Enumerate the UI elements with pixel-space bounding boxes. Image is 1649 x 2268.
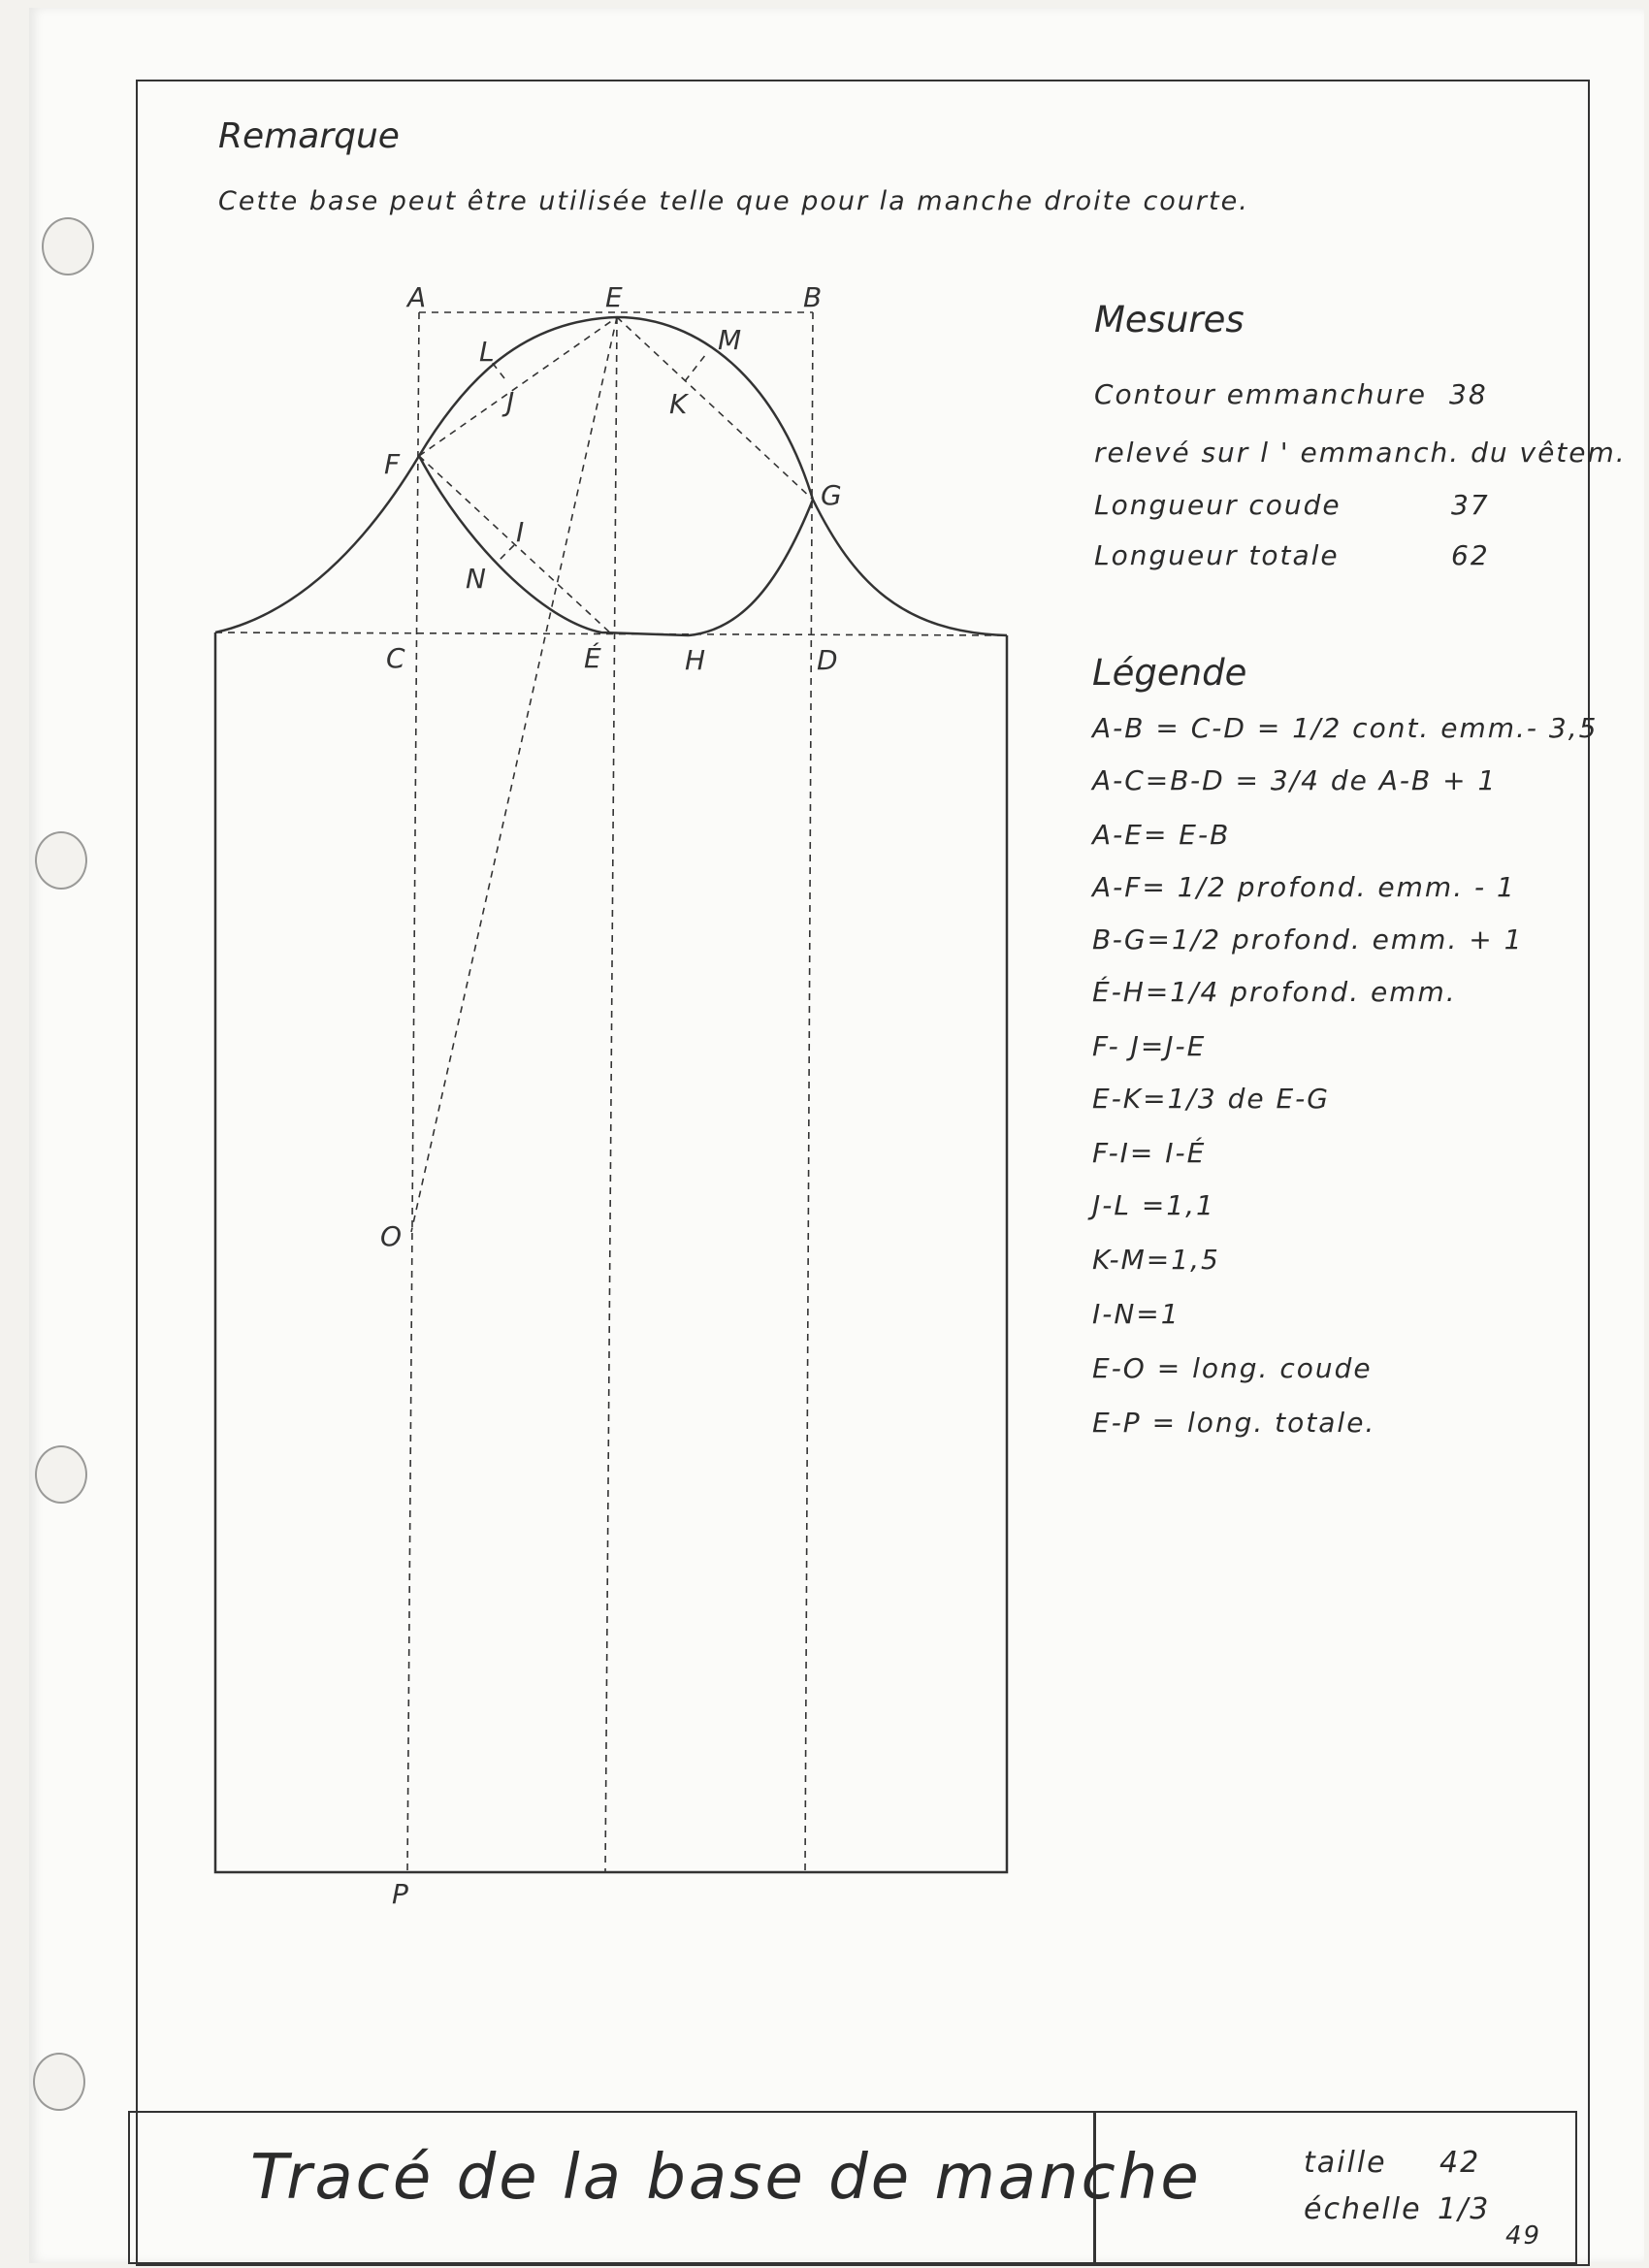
line-B-D [805, 312, 813, 1872]
point-D: D [817, 644, 838, 676]
legende-item: E-O = long. coude [1092, 1352, 1373, 1384]
point-G: G [821, 479, 842, 511]
legende-item: F-I= I-É [1092, 1137, 1207, 1169]
legende-item: B-G=1/2 profond. emm. + 1 [1092, 923, 1524, 956]
legende-item: I-N=1 [1092, 1298, 1180, 1330]
legende-item: A-C=B-D = 3/4 de A-B + 1 [1092, 764, 1498, 796]
echelle-label: échelle [1304, 2192, 1422, 2226]
point-H: H [685, 644, 706, 676]
legende-item: A-B = C-D = 1/2 cont. emm.- 3,5 [1092, 712, 1599, 744]
mesure-label: Longueur totale [1094, 539, 1340, 571]
legende-item: A-F= 1/2 profond. emm. - 1 [1092, 871, 1516, 903]
mesures-heading: Mesures [1094, 299, 1245, 340]
line-K-M [685, 354, 706, 381]
underarm-curve-back [689, 500, 813, 635]
mesure-label: relevé sur l ' emmanch. du vêtem. [1094, 437, 1627, 469]
echelle-value: 1/3 [1438, 2192, 1491, 2226]
page-title: Tracé de la base de manche [250, 2142, 1202, 2214]
point-E-prime: É [584, 642, 601, 674]
point-A: A [407, 281, 427, 313]
taille-value: 42 [1439, 2146, 1481, 2180]
legende-item: K-M=1,5 [1092, 1244, 1220, 1276]
point-L: L [479, 336, 495, 368]
line-A-C-P [407, 312, 419, 1872]
legende-item: E-K=1/3 de E-G [1092, 1083, 1330, 1115]
legende-item: F- J=J-E [1092, 1030, 1207, 1062]
point-N: N [466, 563, 486, 595]
point-B: B [803, 281, 823, 313]
line-F-E [419, 317, 617, 456]
point-M: M [718, 324, 742, 356]
line-E-E2 [605, 317, 617, 1872]
remarque-heading: Remarque [218, 116, 400, 156]
point-K: K [669, 388, 688, 420]
sleeve-cap-front [215, 317, 617, 632]
point-F: F [384, 448, 401, 480]
legende-item: A-E= E-B [1092, 819, 1231, 851]
point-J: J [506, 386, 515, 418]
mesure-value: 38 [1449, 378, 1488, 410]
point-C: C [386, 642, 405, 674]
legende-heading: Légende [1092, 652, 1247, 694]
point-E: E [605, 281, 623, 313]
point-I: I [516, 516, 525, 548]
mesure-label: Contour emmanchure [1094, 378, 1428, 410]
mesure-value: 62 [1451, 539, 1490, 571]
line-E-G [617, 317, 813, 500]
legende-item: J-L =1,1 [1092, 1189, 1215, 1221]
line-I-N [497, 545, 514, 563]
page-number: 49 [1505, 2221, 1542, 2251]
taille-label: taille [1304, 2146, 1387, 2180]
mesure-label: Longueur coude [1094, 489, 1342, 521]
sleeve-outline [215, 632, 1007, 1872]
legende-item: É-H=1/4 profond. emm. [1092, 976, 1457, 1008]
legende-item: E-P = long. totale. [1092, 1407, 1376, 1439]
point-P: P [392, 1878, 408, 1910]
line-E-O [411, 317, 617, 1232]
remarque-text: Cette base peut être utilisée telle que pour la manche droite courte. [218, 186, 1249, 216]
point-O: O [380, 1220, 403, 1252]
mesure-value: 37 [1451, 489, 1490, 521]
underarm-curve-front [419, 456, 689, 635]
